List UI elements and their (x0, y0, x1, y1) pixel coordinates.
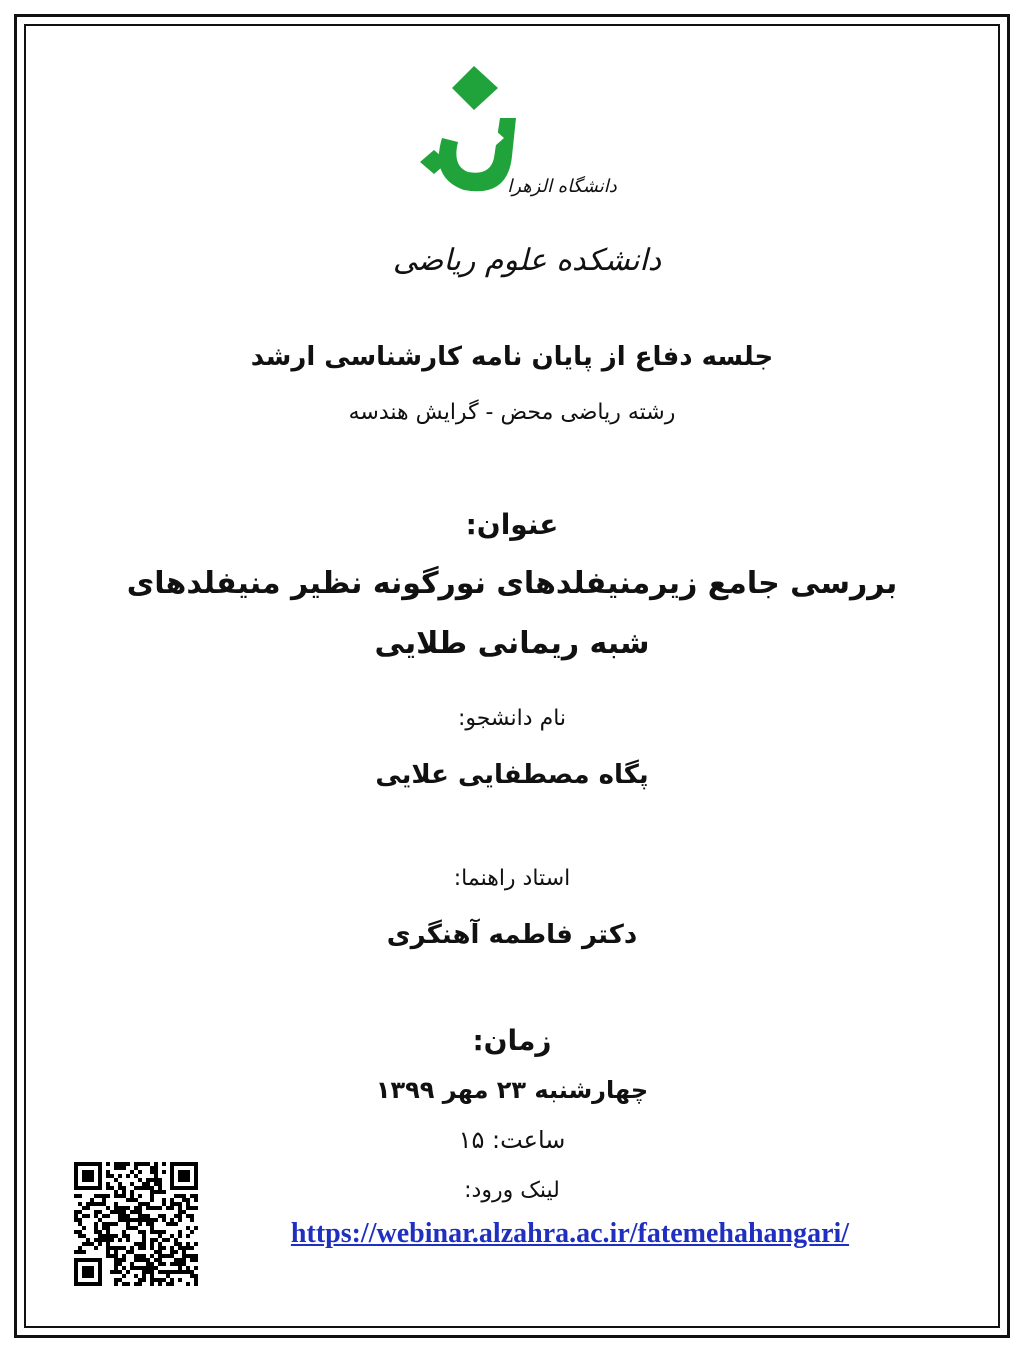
advisor-name: دکتر فاطمه آهنگری (386, 920, 638, 950)
qr-code-icon[interactable] (70, 1158, 202, 1290)
student-label: نام دانشجو: (457, 706, 567, 731)
field-of-study: رشته ریاضی محض - گرایش هندسه (348, 400, 676, 425)
link-label: لینک ورود: (464, 1178, 560, 1203)
alzahra-faculty-logo (392, 58, 662, 308)
student-name: پگاه مصطفایی علایی (375, 760, 649, 790)
defense-date: چهارشنبه ۲۳ مهر ۱۳۹۹ (375, 1076, 649, 1104)
defense-title: جلسه دفاع از پایان نامه کارشناسی ارشد (250, 342, 774, 372)
faculty-wordmark: دانشکده علوم ریاضی (392, 243, 662, 278)
time-label: زمان: (472, 1024, 552, 1057)
thesis-title-line-1: بررسی جامع زیرمنیفلدهای نورگونه نظیر منیفلدهای (126, 566, 898, 601)
thesis-title-label: عنوان: (465, 508, 559, 541)
logo-curve (439, 118, 516, 191)
defense-hour: ساعت: ۱۵ (458, 1126, 566, 1154)
webinar-link[interactable]: https://webinar.alzahra.ac.ir/fatemehahangari/ (290, 1218, 850, 1249)
advisor-label: استاد راهنما: (453, 866, 571, 891)
thesis-title-line-2: شبه ریمانی طلایی (374, 626, 650, 661)
logo-diamond-top (452, 66, 498, 110)
university-wordmark: دانشگاه الزهرا (507, 176, 617, 197)
